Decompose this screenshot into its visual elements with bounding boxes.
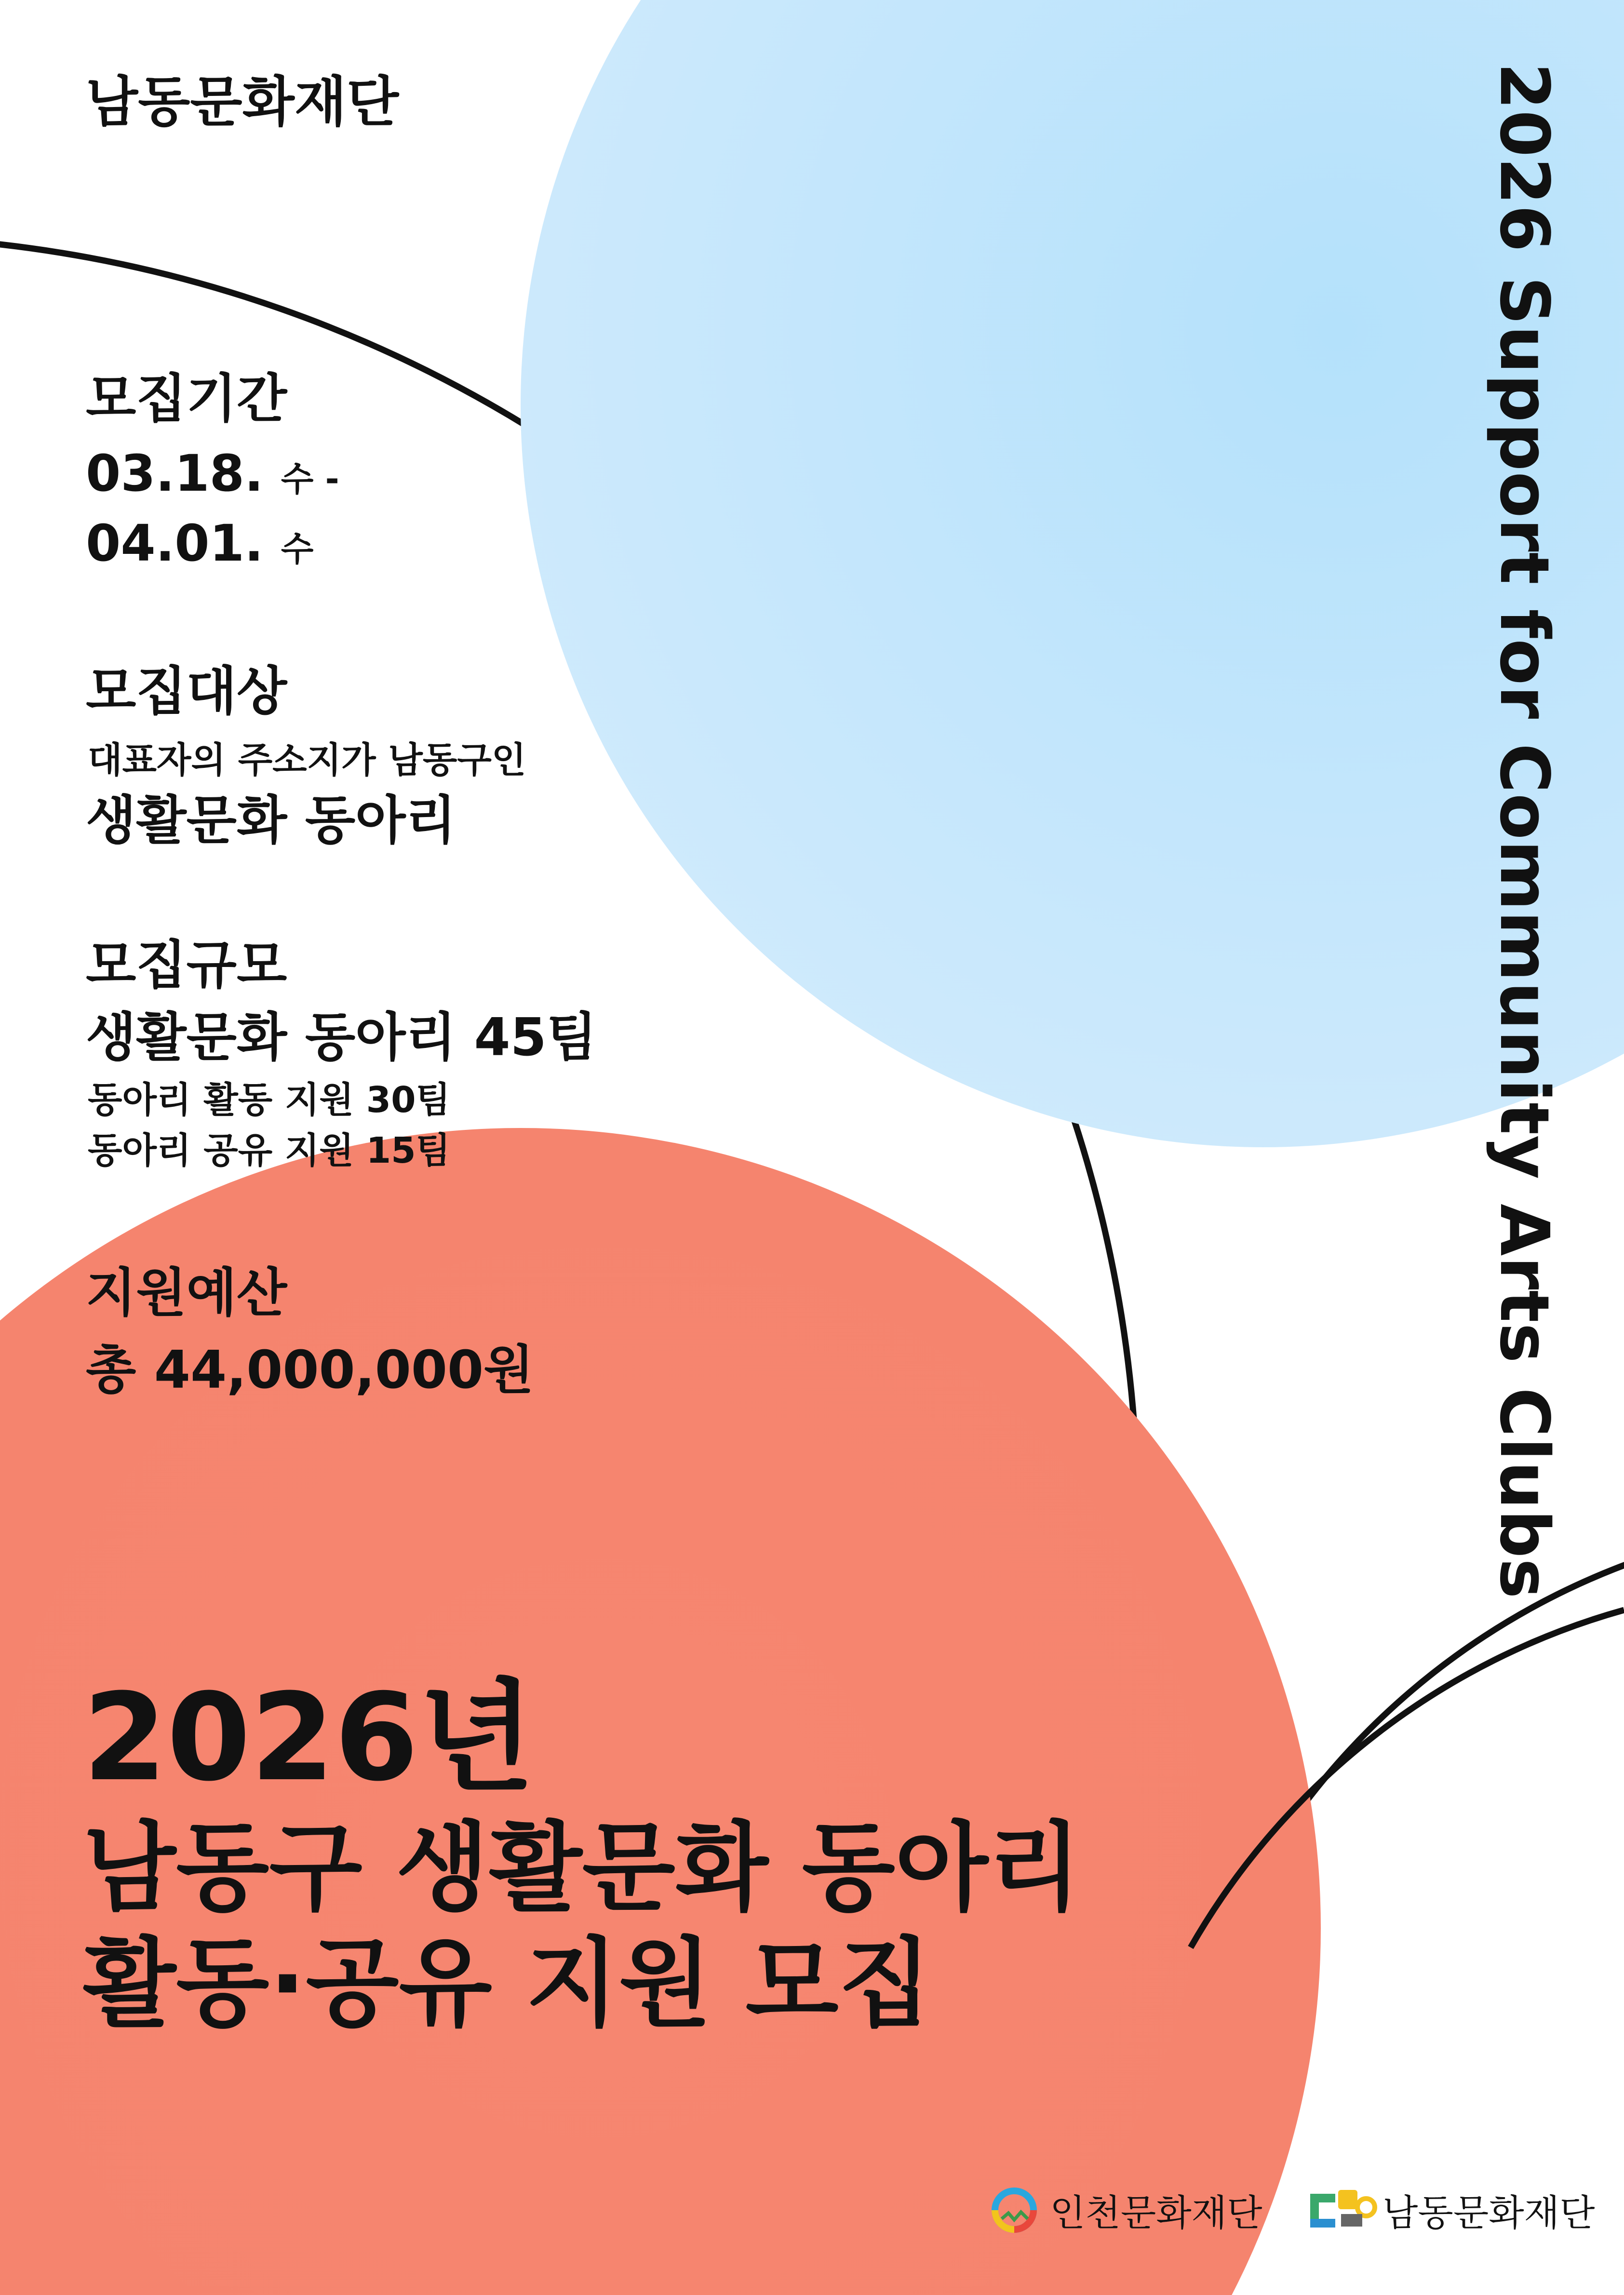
end-day-value: 수 <box>281 529 314 569</box>
recruitment-scale-heading: 모집규모 <box>86 935 287 995</box>
recruitment-target-heading: 모집대상 <box>86 661 287 722</box>
incheon-foundation-logo <box>989 2184 1262 2236</box>
main-title-line2: 활동·공유 지원 모집 <box>83 1928 932 2040</box>
namdong-foundation-logo <box>1307 2184 1595 2236</box>
vertical-english-title: 2026 Support for Community Arts Clubs <box>1485 63 1563 1599</box>
recruitment-target-value: 생활문화 동아리 <box>86 791 456 851</box>
namdong-foundation-logo-icon <box>1307 2185 1380 2235</box>
blue-circle <box>521 0 1624 1147</box>
recruitment-end-date <box>86 514 313 573</box>
recruitment-scale-item: 동아리 활동 지원 30팀 <box>88 1079 451 1121</box>
org-name-header: 남동문화재단 <box>86 71 399 134</box>
budget-heading: 지원예산 <box>86 1263 287 1323</box>
recruitment-period-heading: 모집기간 <box>86 369 287 429</box>
start-date-value: 03.18. <box>86 444 264 503</box>
end-date-value: 04.01. <box>86 514 264 573</box>
main-title-line1: 남동구 생활문화 동아리 <box>83 1812 1082 1924</box>
recruitment-target-description: 대표자의 주소지가 남동구인 <box>88 739 526 781</box>
namdong-foundation-logo-text: 남동문화재단 <box>1382 2191 1595 2234</box>
budget-amount: 총 44,000,000원 <box>86 1340 534 1400</box>
recruitment-scale-total: 생활문화 동아리 45팀 <box>86 1007 597 1068</box>
main-title-year: 2026년 <box>83 1667 535 1808</box>
incheon-foundation-logo-text: 인천문화재단 <box>1050 2191 1262 2234</box>
recruitment-scale-item: 동아리 공유 지원 15팀 <box>88 1130 451 1171</box>
start-day-value: 수 - <box>281 459 339 499</box>
incheon-foundation-logo-icon <box>989 2185 1039 2235</box>
recruitment-start-date <box>86 444 339 503</box>
